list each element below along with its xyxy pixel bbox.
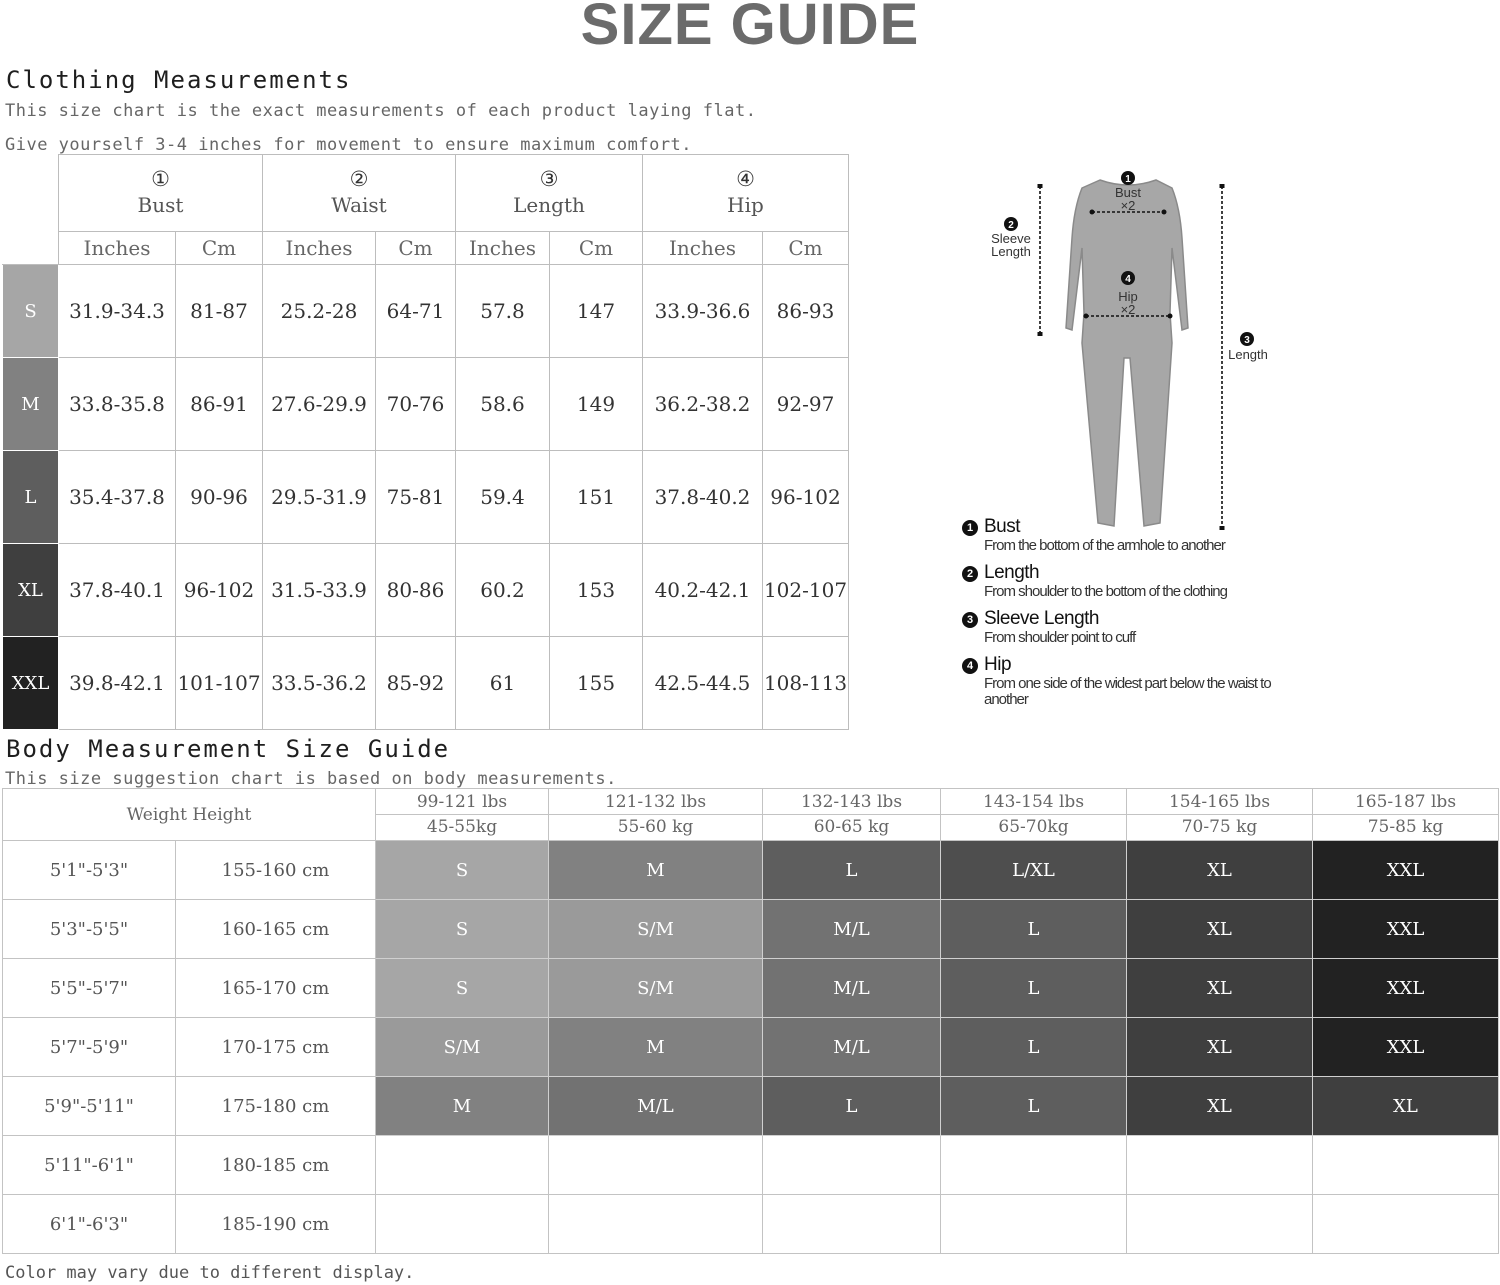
clothing-section-title: Clothing Measurements	[6, 66, 352, 94]
column-group-header	[643, 155, 849, 232]
recommended-size-cell: L	[941, 1018, 1127, 1077]
garment-diagram	[960, 168, 1268, 548]
size-row	[3, 544, 849, 637]
measurement-cell: 149	[550, 358, 643, 451]
page-title: SIZE GUIDE	[580, 0, 920, 57]
table-corner	[3, 155, 59, 265]
height-row	[3, 1018, 1499, 1077]
height-row	[3, 1077, 1499, 1136]
legend-number-badge: 1	[962, 520, 978, 536]
legend-item-bust	[962, 516, 1292, 554]
recommended-size-cell: XL	[1127, 841, 1313, 900]
weight-lbs: 143-154 lbs	[941, 790, 1126, 815]
recommended-size-cell: XL	[1127, 959, 1313, 1018]
column-group-header	[59, 155, 263, 232]
measurement-cell: 85-92	[376, 637, 456, 730]
measurement-legend	[962, 516, 1292, 716]
measurement-cell: 90-96	[176, 451, 263, 544]
weight-kg: 55-60 kg	[617, 817, 694, 837]
legend-heading: Length	[984, 562, 1040, 583]
body-note: This size suggestion chart is based on body measurements.	[5, 769, 617, 789]
legend-heading: Hip	[984, 654, 1012, 675]
diagram-bust-label: Bust ×2	[1114, 185, 1141, 213]
jumpsuit-figure	[960, 168, 1260, 548]
recommended-size-cell	[376, 1195, 549, 1254]
measurement-cell: 86-91	[176, 358, 263, 451]
diagram-marker-2: 2	[1008, 220, 1014, 231]
recommended-size-cell: XXL	[1313, 841, 1499, 900]
clothing-note-2: Give yourself 3-4 inches for movement to ensure maximum comfort.	[5, 135, 693, 155]
size-label: XXL	[3, 637, 59, 730]
recommended-size-cell	[941, 1136, 1127, 1195]
measurement-cell: 35.4-37.8	[59, 451, 176, 544]
size-row	[3, 637, 849, 730]
unit-header-inches: Inches	[263, 232, 376, 265]
recommended-size-cell: XXL	[1313, 900, 1499, 959]
measurement-cell: 70-76	[376, 358, 456, 451]
measurement-cell: 27.6-29.9	[263, 358, 376, 451]
recommended-size-cell: XXL	[1313, 959, 1499, 1018]
recommended-size-cell: XL	[1127, 1077, 1313, 1136]
group-name: Hip	[727, 193, 764, 217]
recommended-size-cell	[549, 1136, 763, 1195]
weight-column-header	[1313, 789, 1499, 841]
group-number: ①	[151, 167, 170, 191]
recommended-size-cell	[549, 1195, 763, 1254]
size-label: L	[3, 451, 59, 544]
recommended-size-cell: M/L	[549, 1077, 763, 1136]
body-measurement-table	[2, 788, 1499, 1254]
legend-heading: Bust	[984, 516, 1021, 537]
group-name: Bust	[137, 193, 184, 217]
measurement-cell: 31.5-33.9	[263, 544, 376, 637]
height-feet: 5'7"-5'9"	[3, 1018, 176, 1077]
legend-description: From shoulder to the bottom of the clothing	[984, 583, 1227, 600]
unit-header-cm: Cm	[176, 232, 263, 265]
column-group-header	[263, 155, 456, 232]
height-cm: 180-185 cm	[176, 1136, 376, 1195]
height-cm: 185-190 cm	[176, 1195, 376, 1254]
measurement-cell: 86-93	[763, 265, 849, 358]
recommended-size-cell: M	[549, 1018, 763, 1077]
unit-header-inches: Inches	[456, 232, 550, 265]
measurement-cell: 151	[550, 451, 643, 544]
recommended-size-cell: S	[376, 841, 549, 900]
legend-item-sleeve-length	[962, 608, 1292, 646]
height-feet: 5'11"-6'1"	[3, 1136, 176, 1195]
recommended-size-cell: M/L	[763, 959, 941, 1018]
recommended-size-cell: L	[941, 900, 1127, 959]
recommended-size-cell: XXL	[1313, 1018, 1499, 1077]
size-label: M	[3, 358, 59, 451]
recommended-size-cell: M/L	[763, 900, 941, 959]
diagram-marker-1: 1	[1125, 174, 1131, 185]
diagram-length-label: Length	[1228, 347, 1268, 362]
legend-description: From shoulder point to cuff	[984, 629, 1136, 646]
color-disclaimer: Color may vary due to different display.	[5, 1263, 415, 1283]
unit-header-inches: Inches	[643, 232, 763, 265]
height-feet: 5'9"-5'11"	[3, 1077, 176, 1136]
measurement-cell: 61	[456, 637, 550, 730]
recommended-size-cell: S/M	[549, 959, 763, 1018]
measurement-cell: 42.5-44.5	[643, 637, 763, 730]
recommended-size-cell	[763, 1136, 941, 1195]
legend-description: From one side of the widest part below the waist to another	[984, 675, 1271, 708]
recommended-size-cell: S	[376, 959, 549, 1018]
measurement-cell: 155	[550, 637, 643, 730]
clothing-note-1: This size chart is the exact measurements of each product laying flat.	[5, 101, 757, 121]
measurement-cell: 147	[550, 265, 643, 358]
height-feet: 5'5"-5'7"	[3, 959, 176, 1018]
weight-height-corner: Weight Height	[3, 789, 376, 841]
recommended-size-cell: XL	[1313, 1077, 1499, 1136]
recommended-size-cell: L/XL	[941, 841, 1127, 900]
weight-lbs: 132-143 lbs	[763, 790, 940, 815]
height-feet: 5'1"-5'3"	[3, 841, 176, 900]
body-table-body	[3, 841, 1499, 1254]
group-name: Waist	[331, 193, 387, 217]
weight-column-header	[763, 789, 941, 841]
diagram-marker-4: 4	[1125, 274, 1131, 285]
recommended-size-cell	[1127, 1136, 1313, 1195]
height-feet: 5'3"-5'5"	[3, 900, 176, 959]
recommended-size-cell: S/M	[376, 1018, 549, 1077]
legend-number-badge: 3	[962, 612, 978, 628]
measurement-cell: 81-87	[176, 265, 263, 358]
recommended-size-cell: S	[376, 900, 549, 959]
measurement-cell: 33.9-36.6	[643, 265, 763, 358]
group-name: Length	[513, 193, 585, 217]
weight-column-header	[549, 789, 763, 841]
measurement-cell: 37.8-40.2	[643, 451, 763, 544]
measurement-cell: 33.5-36.2	[263, 637, 376, 730]
unit-header-cm: Cm	[550, 232, 643, 265]
recommended-size-cell: L	[941, 1077, 1127, 1136]
recommended-size-cell	[1313, 1136, 1499, 1195]
recommended-size-cell: M	[376, 1077, 549, 1136]
recommended-size-cell: XL	[1127, 900, 1313, 959]
height-row	[3, 900, 1499, 959]
recommended-size-cell	[1127, 1195, 1313, 1254]
recommended-size-cell	[1313, 1195, 1499, 1254]
group-number: ③	[539, 167, 559, 191]
measurement-cell: 59.4	[456, 451, 550, 544]
recommended-size-cell: L	[941, 959, 1127, 1018]
measurement-cell: 57.8	[456, 265, 550, 358]
recommended-size-cell: M/L	[763, 1018, 941, 1077]
measurement-cell: 25.2-28	[263, 265, 376, 358]
weight-column-header	[1127, 789, 1313, 841]
height-row	[3, 1136, 1499, 1195]
measurement-cell: 101-107	[176, 637, 263, 730]
weight-kg: 70-75 kg	[1181, 817, 1258, 837]
size-row	[3, 358, 849, 451]
body-section-title: Body Measurement Size Guide	[6, 735, 451, 763]
weight-lbs: 165-187 lbs	[1313, 790, 1498, 815]
diagram-sleeve-label: Sleeve Length	[991, 231, 1031, 259]
measurement-cell: 33.8-35.8	[59, 358, 176, 451]
unit-header-cm: Cm	[376, 232, 456, 265]
recommended-size-cell: S/M	[549, 900, 763, 959]
unit-header-inches: Inches	[59, 232, 176, 265]
clothing-table-body	[3, 265, 849, 730]
measurement-cell: 64-71	[376, 265, 456, 358]
height-cm: 165-170 cm	[176, 959, 376, 1018]
size-label: S	[3, 265, 59, 358]
group-number: ④	[736, 167, 755, 191]
height-row	[3, 959, 1499, 1018]
diagram-marker-3: 3	[1244, 335, 1250, 346]
measurement-cell: 60.2	[456, 544, 550, 637]
height-row	[3, 841, 1499, 900]
measurement-cell: 36.2-38.2	[643, 358, 763, 451]
size-row	[3, 451, 849, 544]
measurement-cell: 96-102	[763, 451, 849, 544]
size-row	[3, 265, 849, 358]
height-cm: 155-160 cm	[176, 841, 376, 900]
size-label: XL	[3, 544, 59, 637]
legend-heading: Sleeve Length	[984, 608, 1099, 629]
height-cm: 175-180 cm	[176, 1077, 376, 1136]
group-number: ②	[349, 167, 369, 191]
weight-kg: 45-55kg	[426, 817, 498, 837]
measurement-cell: 39.8-42.1	[59, 637, 176, 730]
measurement-cell: 58.6	[456, 358, 550, 451]
legend-description: From the bottom of the armhole to another	[984, 537, 1225, 554]
recommended-size-cell	[376, 1136, 549, 1195]
weight-kg: 75-85 kg	[1367, 817, 1444, 837]
weight-lbs: 154-165 lbs	[1127, 790, 1312, 815]
diagram-hip-label: Hip ×2	[1118, 289, 1138, 317]
weight-column-header	[941, 789, 1127, 841]
measurement-cell: 108-113	[763, 637, 849, 730]
weight-column-header	[376, 789, 549, 841]
measurement-cell: 37.8-40.1	[59, 544, 176, 637]
height-row	[3, 1195, 1499, 1254]
measurement-cell: 92-97	[763, 358, 849, 451]
unit-header-cm: Cm	[763, 232, 849, 265]
column-group-header	[456, 155, 643, 232]
measurement-cell: 31.9-34.3	[59, 265, 176, 358]
measurement-cell: 102-107	[763, 544, 849, 637]
legend-number-badge: 2	[962, 566, 978, 582]
weight-kg: 65-70kg	[998, 817, 1069, 837]
weight-lbs: 99-121 lbs	[376, 790, 548, 815]
measurement-cell: 153	[550, 544, 643, 637]
recommended-size-cell: L	[763, 1077, 941, 1136]
measurement-cell: 75-81	[376, 451, 456, 544]
legend-item-hip	[962, 654, 1292, 708]
measurement-cell: 80-86	[376, 544, 456, 637]
height-cm: 160-165 cm	[176, 900, 376, 959]
measurement-cell: 29.5-31.9	[263, 451, 376, 544]
recommended-size-cell: L	[763, 841, 941, 900]
recommended-size-cell	[941, 1195, 1127, 1254]
recommended-size-cell	[763, 1195, 941, 1254]
height-cm: 170-175 cm	[176, 1018, 376, 1077]
legend-item-length	[962, 562, 1292, 600]
weight-lbs: 121-132 lbs	[549, 790, 762, 815]
clothing-measurements-table	[2, 154, 849, 730]
weight-kg: 60-65 kg	[813, 817, 890, 837]
legend-number-badge: 4	[962, 658, 978, 674]
recommended-size-cell: XL	[1127, 1018, 1313, 1077]
height-feet: 6'1"-6'3"	[3, 1195, 176, 1254]
recommended-size-cell: M	[549, 841, 763, 900]
measurement-cell: 96-102	[176, 544, 263, 637]
measurement-cell: 40.2-42.1	[643, 544, 763, 637]
